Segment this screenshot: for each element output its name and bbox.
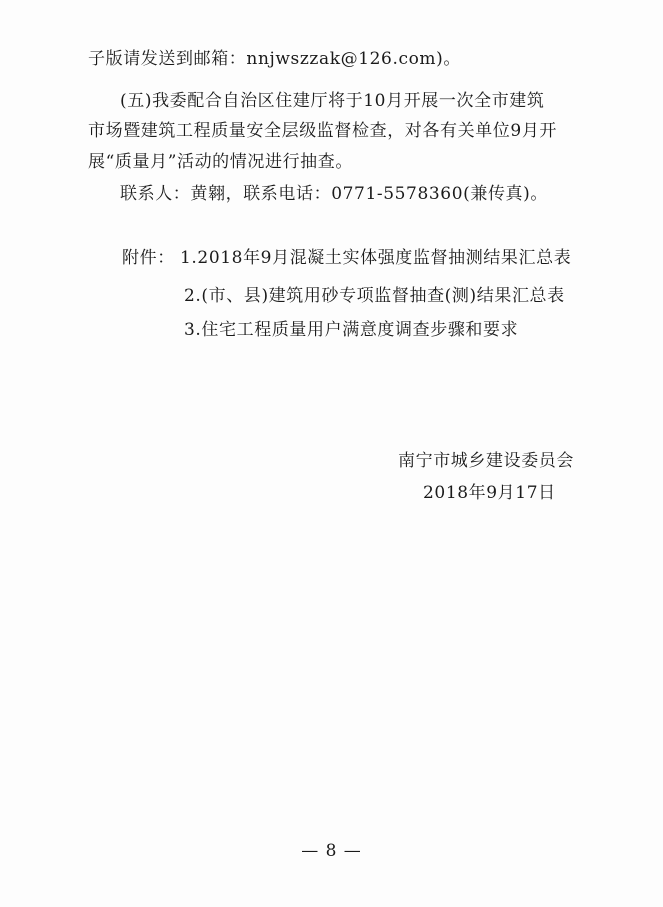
body-line-contact: 联系人：黄翱，联系电话：0771-5578360(兼传真)。	[120, 184, 548, 204]
body-line-inspection-intro: (五)我委配合自治区住建厅将于10月开展一次全市建筑	[120, 91, 545, 111]
signature-organization: 南宁市城乡建设委员会	[398, 451, 574, 471]
body-line-inspection-scope: 市场暨建筑工程质量安全层级监督检查，对各有关单位9月开	[88, 121, 558, 141]
body-line-email: 子版请发送到邮箱：nnjwszzak@126.com)。	[88, 49, 461, 69]
body-line-quality-month: 展“质量月”活动的情况进行抽查。	[88, 152, 353, 172]
signature-date: 2018年9月17日	[423, 483, 556, 503]
attachment-item-1: 1.2018年9月混凝土实体强度监督抽测结果汇总表	[180, 248, 572, 268]
attachment-item-3: 3.住宅工程质量用户满意度调查步骤和要求	[184, 320, 519, 340]
attachments-label: 附件：	[122, 248, 175, 268]
page-number: — 8 —	[301, 841, 362, 861]
attachment-item-2: 2.(市、县)建筑用砂专项监督抽查(测)结果汇总表	[184, 286, 565, 306]
